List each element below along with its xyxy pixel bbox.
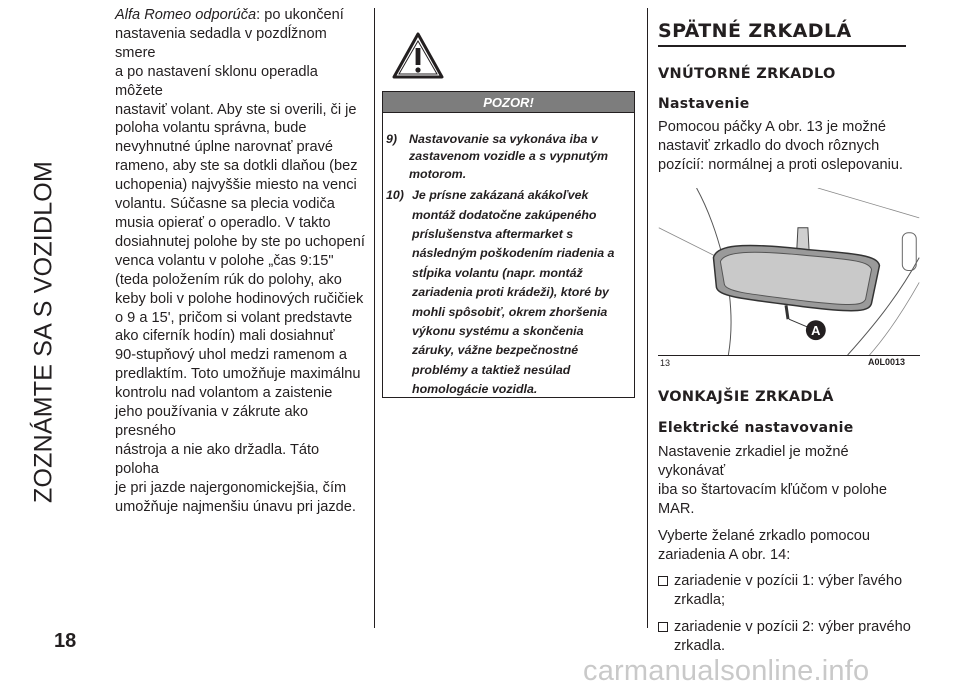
warning-item xyxy=(386,187,628,398)
text-line: pozícií: normálnej a proti oslepovaniu. xyxy=(658,156,903,173)
text-line: je pri jazde najergonomickejšia, čím xyxy=(115,479,347,496)
interior-mirror-text xyxy=(658,118,918,175)
figure-code: A0L0013 xyxy=(868,357,906,367)
text-line: ako ciferník hodín) mali dosiahnuť xyxy=(115,328,335,345)
text-line: kontrolu nad volantom a zaistenie xyxy=(115,385,333,402)
mirrors-section xyxy=(658,20,918,175)
text-line: volantu. Súčasne sa plecia vodiča xyxy=(115,196,335,213)
warning-box xyxy=(382,91,635,398)
exterior-mirror-text xyxy=(658,443,918,519)
exterior-mirrors-section xyxy=(658,389,918,656)
warning-line: stĺpika volantu (napr. montáž xyxy=(412,265,583,280)
text-line: zrkadla. xyxy=(674,638,726,655)
text-line: nástroja a nie ako držadla. Táto poloha xyxy=(115,441,320,477)
warning-line: zastavenom vozidle a s vypnutým xyxy=(409,149,609,164)
text-line: nastaviť volant. Aby ste si overili, či je xyxy=(115,101,357,118)
text-line: uchopenia) najvyššie miesto na venci xyxy=(115,177,357,194)
text-line: : po ukončení xyxy=(256,7,344,23)
text-line: zrkadla; xyxy=(674,592,726,609)
warning-line: zariadenia proti krádeži), ktoré by xyxy=(412,285,609,300)
subsection-title-interior: VNÚTORNÉ ZRKADLO xyxy=(658,66,836,82)
warning-list xyxy=(383,131,634,399)
heading-electric-adjustment: Elektrické nastavovanie xyxy=(658,420,854,436)
column-divider-right xyxy=(647,8,648,628)
warning-line: Nastavovanie sa vykonáva iba v xyxy=(409,132,598,146)
rearview-mirror-figure xyxy=(658,188,920,356)
checkbox-bullet-icon xyxy=(658,622,668,632)
text-line: keby boli v polohe hodinových ručičiek xyxy=(115,290,364,307)
warning-line: mohli spôsobiť, okrem zhoršenia xyxy=(412,304,608,319)
text-line: MAR. xyxy=(658,500,695,517)
warning-line: príslušenstva aftermarket s xyxy=(412,227,574,242)
text-line: nastaviť zrkadlo do dvoch rôznych xyxy=(658,137,880,154)
text-line: jeho používania v zákrute ako presného xyxy=(115,404,309,439)
text-line: Vyberte želané zrkadlo pomocou xyxy=(658,527,871,544)
warning-line: Je prísne zakázaná akákoľvek xyxy=(412,188,589,203)
text-line: a po nastavení sklonu operadla môžete xyxy=(115,63,318,99)
bullet-item xyxy=(658,572,918,610)
warning-line: motorom. xyxy=(409,166,467,181)
text-line: iba so štartovacím kľúčom v polohe xyxy=(658,481,887,498)
warning-line: problémy a taktiež nesúlad xyxy=(412,362,571,377)
warning-item-number: 10) xyxy=(386,188,404,203)
text-line: (teda položením rúk do polohy, ako xyxy=(115,271,342,288)
subsection-title-exterior: VONKAJŠIE ZRKADLÁ xyxy=(658,389,834,405)
section-title: SPÄTNÉ ZRKADLÁ xyxy=(658,20,906,47)
figure-number: 13 xyxy=(660,358,671,368)
column-divider-left xyxy=(374,8,375,628)
steering-position-text xyxy=(115,6,365,516)
warning-line: následným poškodením riadenia a xyxy=(412,246,615,261)
text-line: rameno, aby ste sa dotkli dlaňou (bez xyxy=(115,158,358,175)
text-line: predlaktím. Toto umožňuje maximálnu xyxy=(115,366,361,383)
warning-line: homologácie vozidla. xyxy=(412,382,538,397)
text-line: zariadenie v pozícii 2: výber pravého xyxy=(674,619,911,636)
warning-item xyxy=(386,131,628,183)
text-line: Pomocou páčky A obr. 13 je možné xyxy=(658,119,886,135)
text-line: dosiahnutej polohe by ste po uchopení xyxy=(115,233,365,250)
text-line: umožňuje najmenšiu únavu pri jazde. xyxy=(115,498,356,515)
select-mirror-text xyxy=(658,527,918,565)
chapter-side-title: ZOZNÁMTE SA S VOZIDLOM xyxy=(29,161,58,503)
page-number: 18 xyxy=(54,630,77,652)
text-line: 90-stupňový uhol medzi ramenom a xyxy=(115,347,347,364)
warning-header: POZOR! xyxy=(383,92,634,113)
text-line: zariadenia A obr. 14: xyxy=(658,546,791,563)
italic-lead: Alfa Romeo odporúča xyxy=(115,7,257,23)
checkbox-bullet-icon xyxy=(658,576,668,586)
watermark: carmanualsonline.info xyxy=(583,655,870,686)
text-line: venca volantu v polohe „čas 9:15" xyxy=(115,252,334,269)
warning-triangle-icon xyxy=(392,32,444,80)
text-line: zariadenie v pozícii 1: výber ľavého xyxy=(674,573,903,590)
text-line: o 9 a 15', pričom si volant predstavte xyxy=(115,309,353,326)
text-line: nevyhnutné úplne narovnať pravé xyxy=(115,139,334,156)
text-line: poloha volantu správna, bude xyxy=(115,120,307,137)
heading-adjustment: Nastavenie xyxy=(658,96,750,112)
warning-line: montáž dodatočne zakúpeného xyxy=(412,207,597,222)
text-line: Nastavenie zrkadiel je možné vykonávať xyxy=(658,444,849,479)
warning-line: výkonu systému a skončenia xyxy=(412,324,584,339)
figure-callout-label: A xyxy=(811,323,821,339)
text-line: nastavenia sedadla v pozdĺžnom smere xyxy=(115,25,327,61)
warning-item-number: 9) xyxy=(386,132,398,146)
text-line: musia opierať o operadlo. V takto xyxy=(115,214,331,231)
warning-line: záruky, vážne bezpečnostné xyxy=(412,343,579,358)
bullet-item xyxy=(658,618,918,656)
